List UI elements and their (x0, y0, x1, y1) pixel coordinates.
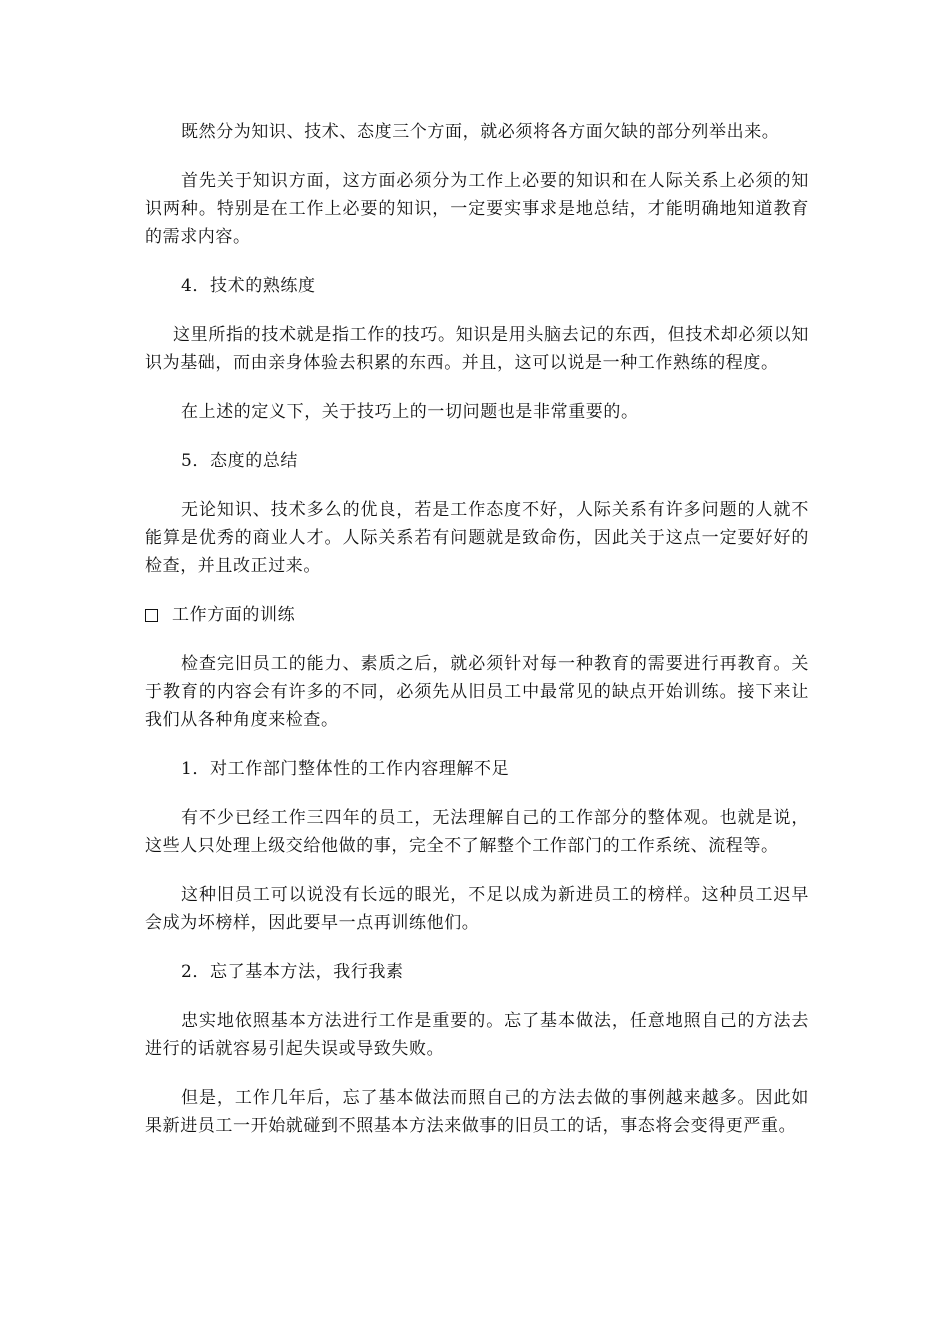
heading-department-understanding: 1．对工作部门整体性的工作内容理解不足 (181, 759, 510, 779)
paragraph-three-aspects: 既然分为知识、技术、态度三个方面，就必须将各方面欠缺的部分列举出来。 (181, 122, 780, 142)
heading-attitude-summary: 5．态度的总结 (181, 451, 299, 471)
heading-skill-proficiency: 4．技术的熟练度 (181, 276, 316, 296)
section-title-work-training (145, 601, 809, 629)
square-outline-icon (145, 609, 158, 622)
paragraph-bad-example: 这种旧员工可以说没有长远的眼光，不足以成为新进员工的榜样。这种员工迟早会成为坏榜样，因此要早一点再训练他们。 (145, 885, 809, 933)
paragraph-attitude: 无论知识、技术多么的优良，若是工作态度不好，人际关系有许多问题的人就不能算是优秀的商业人才。人际关系若有问题就是致命伤，因此关于这点一定要好好的检查，并且改正过来。 (145, 500, 809, 576)
paragraph-consequences: 但是，工作几年后，忘了基本做法而照自己的方法去做的事例越来越多。因此如果新进员工一开始就碰到不照基本方法来做事的旧员工的话，事态将会变得更严重。 (145, 1088, 809, 1136)
paragraph-retraining: 检查完旧员工的能力、素质之后，就必须针对每一种教育的需要进行再教育。关于教育的内容会有许多的不同，必须先从旧员工中最常见的缺点开始训练。接下来让我们从各种角度来检查。 (145, 654, 809, 730)
paragraph-department-overview: 有不少已经工作三四年的员工，无法理解自己的工作部分的整体观。也就是说，这些人只处理上级交给他做的事，完全不了解整个工作部门的工作系统、流程等。 (145, 808, 809, 856)
document-page (145, 118, 809, 1161)
heading-forget-basics: 2．忘了基本方法，我行我素 (181, 962, 404, 982)
paragraph-knowledge: 首先关于知识方面，这方面必须分为工作上必要的知识和在人际关系上必须的知识两种。特别是在工作上必要的知识，一定要实事求是地总结，才能明确地知道教育的需求内容。 (145, 171, 809, 247)
section-title-text: 工作方面的训练 (172, 605, 296, 625)
paragraph-basic-methods: 忠实地依照基本方法进行工作是重要的。忘了基本做法，任意地照自己的方法去进行的话就容易引起失误或导致失败。 (145, 1011, 809, 1059)
paragraph-skill-importance: 在上述的定义下，关于技巧上的一切问题也是非常重要的。 (181, 402, 639, 422)
paragraph-skill-definition: 这里所指的技术就是指工作的技巧。知识是用头脑去记的东西，但技术却必须以知识为基础，而由亲身体验去积累的东西。并且，这可以说是一种工作熟练的程度。 (145, 325, 809, 373)
